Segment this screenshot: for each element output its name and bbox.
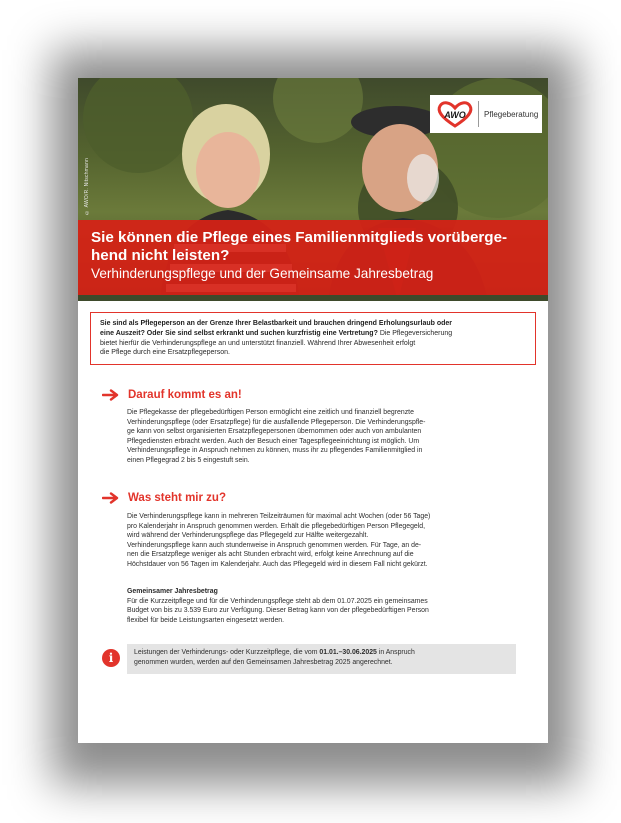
section-2-line: nen die Ersatzpflege weniger als acht Stunden erbracht wird, erfolgt keine Anrechnung auf die	[127, 551, 414, 559]
budget-block	[127, 587, 517, 625]
budget-line: flexibel für beide Leistungsarten eingesetzt werden.	[127, 616, 285, 624]
budget-line: Budget von bis zu 3.539 Euro zur Verfügung. Dieser Betrag kann von der pflegebedürftigen Person	[127, 607, 429, 615]
intro-line4: die Pflege durch eine Ersatzpflegeperson.	[100, 349, 230, 357]
logo-label: Pflegeberatung	[484, 109, 539, 119]
budget-line: Für die Kurzzeitpflege und für die Verhinderungspflege steht ab dem 01.07.2025 ein gemeinsames	[127, 597, 428, 605]
arrow-right-icon	[102, 492, 120, 504]
photo-credit: © AWO/R. Nitschmann	[84, 158, 90, 215]
banner-title	[91, 229, 536, 264]
info-callout	[127, 644, 516, 674]
intro-bold-line1: Sie sind als Pflegeperson an der Grenze Ihrer Belastbarkeit und brauchen dringend Erholungsurlaub oder	[100, 320, 453, 327]
section-2-line: pro Kalenderjahr in Anspruch genommen werden. Erhält die pflegebedürftigen Person Pflegegeld,	[127, 522, 426, 530]
banner-subtitle: Verhinderungspflege und der Gemeinsame Jahresbetrag	[91, 266, 434, 281]
banner-title-line1: Sie können die Pflege eines Familienmitglieds vorüberge-	[91, 229, 508, 246]
section-2-heading	[102, 492, 226, 504]
section-2-line: Höchstdauer von 56 Tagen im Kalenderjahr. Auch das Pflegegeld wird in diesem Fall nicht gekürzt.	[127, 560, 428, 568]
intro-line3: bietet hierfür die Verhinderungspflege an und unterstützt finanziell. Während Ihrer Abwesenheit erfolgt	[100, 339, 416, 347]
banner-title-line2: hend nicht leisten?	[91, 246, 230, 264]
intro-box	[90, 312, 536, 365]
intro-line2-rest: Die Pflegeversicherung	[377, 329, 453, 337]
info-icon: i	[102, 649, 120, 667]
section-1-line: Die Pflegekasse der pflegebedürftigen Person ermöglicht eine zeitlich und finanziell begrenzte	[127, 409, 414, 416]
logo-divider	[478, 101, 479, 127]
info-text-b: in Anspruch	[376, 649, 415, 656]
section-1-heading	[102, 389, 242, 401]
awo-logo	[430, 95, 542, 133]
info-text-a: Leistungen der Verhinderungs- oder Kurzzeitpflege, die vom	[134, 649, 320, 656]
section-2-line: wird während der Verhinderungspflege das Pflegegeld zur Hälfte weitergezahlt.	[127, 532, 369, 540]
info-line2: genommen wurden, werden auf den Gemeinsamen Jahresbetrag 2025 angerechnet.	[134, 658, 393, 666]
intro-bold-line2: eine Auszeit? Oder Sie sind selbst erkrankt und suchen kurzfristig eine Vertretung?	[100, 329, 378, 337]
section-1-line: Verhinderungspflege in Anspruch nehmen zu können, muss ihr zu pflegendes Familienmitglied in	[127, 447, 423, 455]
flyer-page	[78, 78, 548, 743]
arrow-right-icon	[102, 389, 120, 401]
hero-bottom-strip	[78, 295, 548, 301]
section-1-line: einen Pflegegrad 2 bis 5 eingestuft sein.	[127, 456, 250, 464]
section-1-line: ge kann von selbst organisierten Ersatzpflegepersonen übernommen oder auch von ambulanten	[127, 428, 422, 436]
awo-brand-text: AWO	[444, 110, 466, 120]
section-2-line: Verhinderungspflege kann auch stundenweise in Anspruch genommen werden. Für Tage, an de-	[127, 541, 422, 549]
section-2-line: Die Verhinderungspflege kann in mehreren Teilzeiträumen für maximal acht Wochen (oder 56 Tage)	[127, 513, 431, 520]
headline-banner	[78, 220, 548, 295]
info-date-range: 01.01.–30.06.2025	[319, 649, 377, 656]
section-2-body	[127, 512, 517, 570]
awo-heart-icon	[435, 99, 475, 129]
section-1-line: Verhinderungspflege (oder Ersatzpflege) für die ausfallende Pflegeperson. Die Verhinderungspfle-	[127, 418, 426, 426]
section-1-line: Pflegediensten erbracht werden. Auch der Besuch einer Tagespflegeeinrichtung ist möglich. Um	[127, 437, 420, 445]
section-2-title: Was steht mir zu?	[128, 492, 226, 504]
section-1-body	[127, 408, 517, 466]
section-1-title: Darauf kommt es an!	[128, 389, 242, 401]
budget-subhead: Gemeinsamer Jahresbetrag	[127, 588, 218, 595]
